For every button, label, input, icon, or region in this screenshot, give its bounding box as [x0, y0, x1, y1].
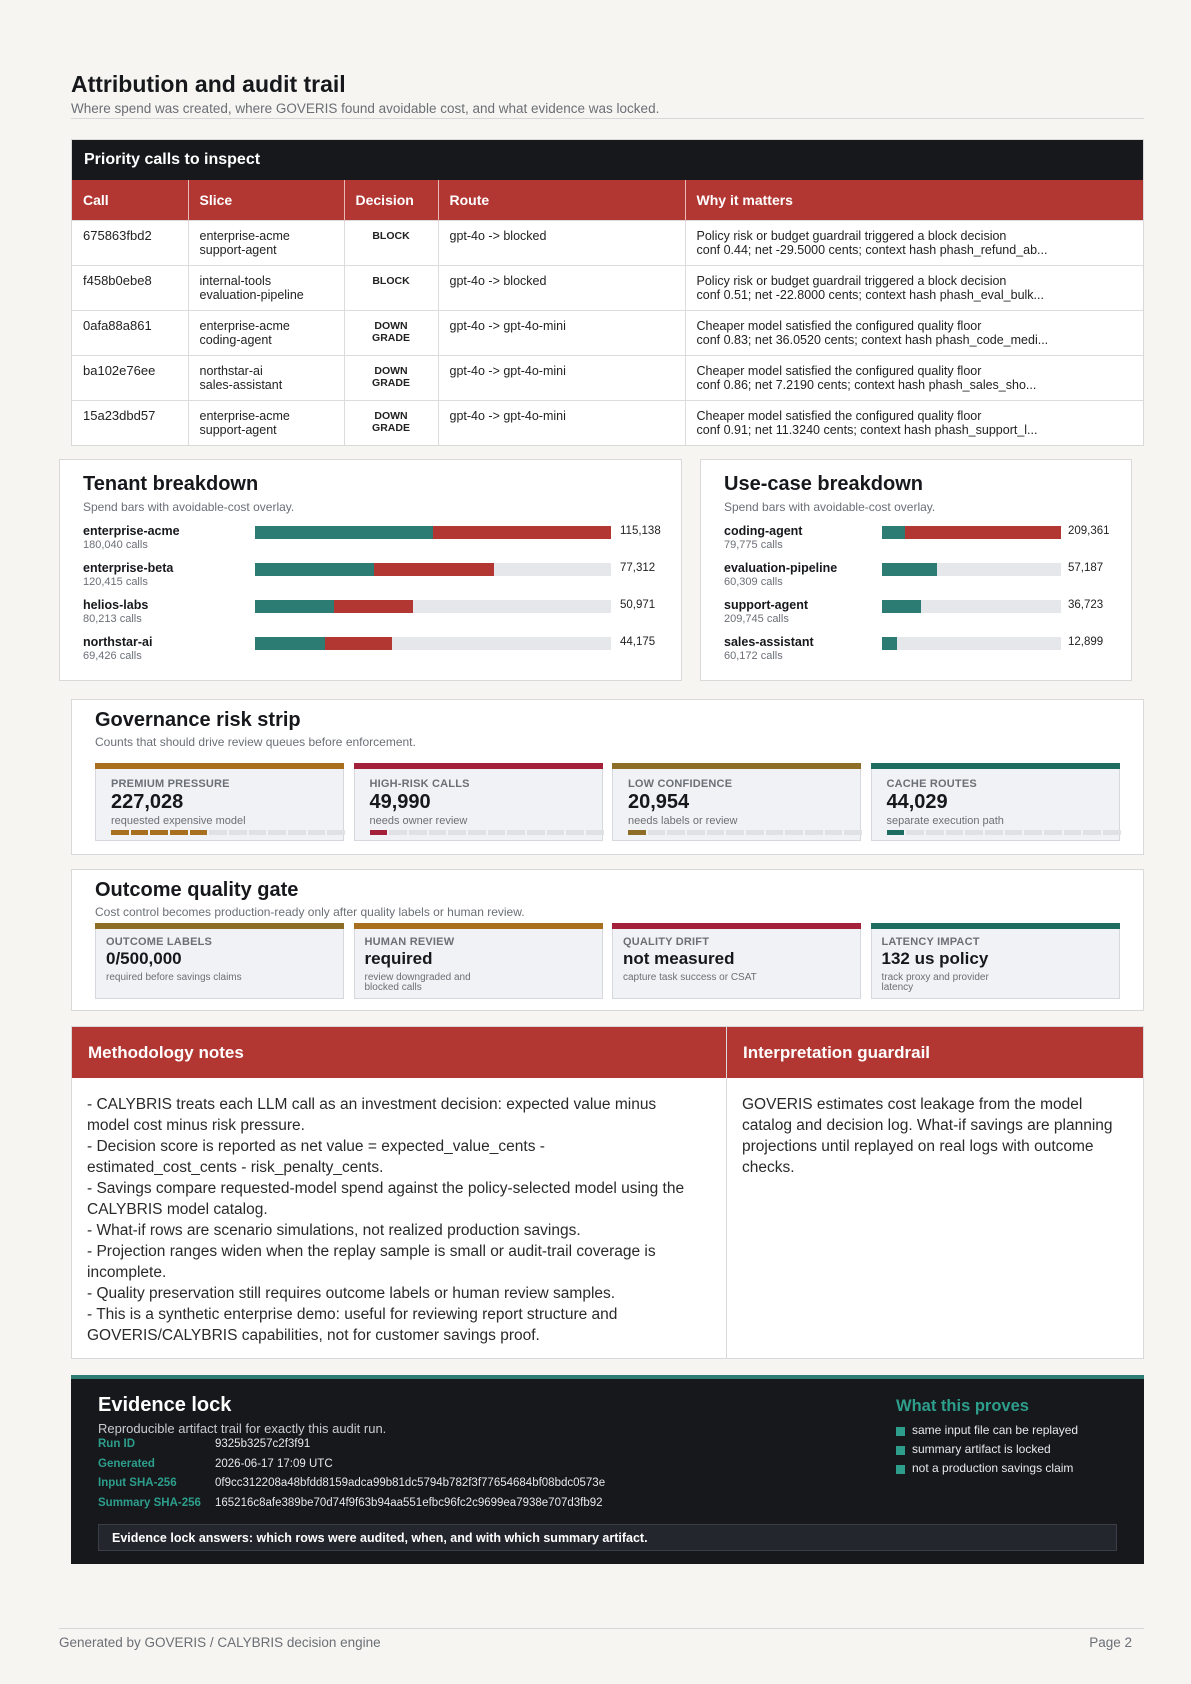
meter-tick — [985, 830, 1003, 835]
bar-row — [701, 635, 1131, 669]
proves-item-text: summary artifact is locked — [912, 1442, 1051, 1456]
meter-tick — [429, 830, 447, 835]
usecase-breakdown-subtitle: Spend bars with avoidable-cost overlay. — [724, 500, 936, 514]
tenant-breakdown-title: Tenant breakdown — [83, 473, 259, 495]
bar-row — [60, 635, 681, 669]
why-reason: Policy risk or budget guardrail triggered a block decision — [696, 228, 1007, 243]
tile-level-meter — [887, 830, 1121, 835]
bar-label: evaluation-pipeline — [724, 561, 838, 575]
route-cell: gpt-4o -> blocked — [438, 220, 685, 265]
note-line: checks. — [742, 1159, 795, 1176]
decision-label: DOWN — [374, 364, 408, 377]
tile-accent-bar — [95, 923, 344, 929]
note-line: GOVERIS estimates cost leakage from the model — [742, 1096, 1083, 1113]
proves-item-text: same input file can be replayed — [912, 1423, 1079, 1437]
bar-value: 115,138 — [620, 525, 661, 537]
call-id-cell: 15a23dbd57 — [72, 400, 188, 445]
route-cell: gpt-4o -> gpt-4o-mini — [438, 355, 685, 400]
decision-label: DOWN — [374, 409, 408, 422]
table-row — [72, 310, 1143, 355]
bar-spend-segment — [255, 526, 433, 539]
bullet-square-icon — [896, 1446, 905, 1455]
evidence-field-key: Input SHA-256 — [98, 1477, 177, 1489]
tile-label: OUTCOME LABELS — [106, 936, 213, 948]
bar-label: helios-labs — [83, 598, 149, 612]
meter-tick — [1005, 830, 1023, 835]
bar-track — [255, 600, 611, 613]
evidence-field-key: Summary SHA-256 — [98, 1496, 201, 1509]
meter-tick — [746, 830, 764, 835]
tile-value: 20,954 — [628, 791, 690, 813]
decision-cell — [344, 265, 438, 310]
priority-calls-table — [71, 139, 1144, 446]
tile-accent-bar — [354, 923, 603, 929]
proves-list-item — [896, 1423, 1078, 1437]
meter-tick — [687, 830, 705, 835]
page-title: Attribution and audit trail — [71, 71, 346, 97]
note-line: estimated_cost_cents - risk_penalty_cents. — [87, 1159, 384, 1176]
bar-spend-segment — [255, 563, 374, 576]
col-header-why: Why it matters — [685, 180, 1143, 220]
bar-label: enterprise-beta — [83, 561, 174, 575]
priority-title: Priority calls to inspect — [72, 140, 1143, 180]
bar-avoidable-segment — [374, 563, 494, 576]
col-header-decision: Decision — [344, 180, 438, 220]
tile-label: HIGH-RISK CALLS — [369, 778, 470, 790]
notes-panel — [71, 1026, 1144, 1359]
methodology-notes-text — [87, 1094, 717, 1346]
tile-note: needs labels or review — [628, 815, 738, 827]
methodology-notes-header: Methodology notes — [72, 1027, 726, 1078]
why-cell — [685, 310, 1143, 355]
meter-tick — [648, 830, 666, 835]
quality-gate-title: Outcome quality gate — [95, 879, 299, 901]
bar-track — [255, 637, 611, 650]
page-subtitle: Where spend was created, where GOVERIS found avoidable cost, and what evidence was locked. — [71, 101, 660, 116]
evidence-field-value: 0f9cc312208a48bfdd8159adca99b81dc5794b782f3f77654684bf08bdc0573e — [215, 1477, 606, 1489]
interpretation-guardrail-header: Interpretation guardrail — [727, 1027, 1143, 1078]
meter-tick — [1044, 830, 1062, 835]
slice-tenant: enterprise-acme — [199, 408, 290, 423]
meter-tick — [527, 830, 545, 835]
call-id-cell: ba102e76ee — [72, 355, 188, 400]
bar-avoidable-segment — [905, 526, 1061, 539]
meter-tick — [268, 830, 286, 835]
col-header-route: Route — [438, 180, 685, 220]
meter-tick — [628, 830, 646, 835]
tile-accent-bar — [871, 923, 1120, 929]
decision-cell — [344, 355, 438, 400]
evidence-lock-banner: Evidence lock answers: which rows were audited, when, and with which summary artifact. — [98, 1524, 1117, 1551]
tile-accent-bar — [612, 763, 861, 769]
interpretation-guardrail-text — [742, 1094, 1137, 1178]
risk-tile — [354, 763, 603, 841]
notes-divider — [726, 1027, 727, 1358]
note-line: incomplete. — [87, 1264, 167, 1281]
meter-tick — [111, 830, 129, 835]
bar-label: northstar-ai — [83, 635, 153, 649]
bar-value: 57,187 — [1068, 562, 1104, 574]
decision-cell — [344, 310, 438, 355]
note-line: GOVERIS/CALYBRIS capabilities, not for customer savings proof. — [87, 1327, 540, 1344]
tile-accent-bar — [95, 763, 344, 769]
why-cell — [685, 400, 1143, 445]
why-detail: conf 0.44; net -29.5000 cents; context hash phash_refund_ab... — [696, 242, 1048, 257]
proves-list-item — [896, 1461, 1073, 1475]
meter-tick — [766, 830, 784, 835]
why-reason: Cheaper model satisfied the configured quality floor — [696, 318, 982, 333]
proves-item-text: not a production savings claim — [912, 1461, 1074, 1475]
evidence-lock-panel — [71, 1375, 1144, 1564]
slice-cell — [188, 400, 344, 445]
meter-tick — [1064, 830, 1082, 835]
meter-tick — [726, 830, 744, 835]
meter-tick — [805, 830, 823, 835]
evidence-field-key: Run ID — [98, 1438, 136, 1450]
meter-tick — [370, 830, 388, 835]
meter-tick — [468, 830, 486, 835]
meter-tick — [170, 830, 188, 835]
decision-label: DOWN — [374, 319, 408, 332]
call-id-cell: 675863fbd2 — [72, 220, 188, 265]
slice-tenant: enterprise-acme — [199, 228, 290, 243]
decision-label-cont: GRADE — [372, 376, 410, 389]
quality-tile — [95, 923, 344, 999]
meter-tick — [586, 830, 604, 835]
why-cell — [685, 265, 1143, 310]
meter-tick — [1083, 830, 1101, 835]
meter-tick — [150, 830, 168, 835]
table-row — [72, 220, 1143, 265]
decision-label: BLOCK — [372, 274, 410, 287]
what-this-proves-title: What this proves — [896, 1397, 1029, 1415]
slice-cell — [188, 355, 344, 400]
route-cell: gpt-4o -> gpt-4o-mini — [438, 310, 685, 355]
bar-label: sales-assistant — [724, 635, 814, 649]
bar-spend-segment — [255, 600, 334, 613]
tile-label: HUMAN REVIEW — [364, 936, 455, 948]
bar-spend-segment — [255, 637, 325, 650]
why-reason: Policy risk or budget guardrail triggered a block decision — [696, 273, 1007, 288]
col-header-call: Call — [72, 180, 188, 220]
bar-row — [60, 524, 681, 558]
why-reason: Cheaper model satisfied the configured quality floor — [696, 363, 982, 378]
bar-calls: 79,775 calls — [724, 539, 783, 551]
meter-tick — [785, 830, 803, 835]
bar-track — [255, 526, 611, 539]
tile-value: 132 us policy — [881, 949, 989, 968]
bar-label: support-agent — [724, 598, 809, 612]
tile-value: not measured — [623, 949, 735, 968]
note-line: - This is a synthetic enterprise demo: useful for reviewing report structure and — [87, 1306, 618, 1323]
tile-label: LOW CONFIDENCE — [628, 778, 733, 790]
bar-label: coding-agent — [724, 524, 803, 538]
title-divider — [71, 118, 1144, 119]
bar-calls: 60,309 calls — [724, 576, 783, 588]
proves-list-item — [896, 1442, 1051, 1456]
meter-tick — [844, 830, 862, 835]
table-row — [72, 355, 1143, 400]
bar-value: 44,175 — [620, 636, 656, 648]
bar-value: 36,723 — [1068, 599, 1104, 611]
bar-value: 12,899 — [1068, 636, 1104, 648]
tenant-breakdown-subtitle: Spend bars with avoidable-cost overlay. — [83, 500, 295, 514]
meter-tick — [1024, 830, 1042, 835]
col-header-slice: Slice — [188, 180, 344, 220]
call-id-cell: f458b0ebe8 — [72, 265, 188, 310]
tile-note: capture task success or CSAT — [623, 972, 757, 983]
meter-tick — [190, 830, 208, 835]
meter-tick — [389, 830, 407, 835]
bar-value: 209,361 — [1068, 525, 1110, 537]
tile-label: CACHE ROUTES — [886, 778, 977, 790]
governance-risk-strip — [71, 699, 1144, 855]
note-line: catalog and decision log. What-if savings are planning — [742, 1117, 1113, 1134]
meter-tick — [906, 830, 924, 835]
meter-tick — [965, 830, 983, 835]
risk-tile — [612, 763, 861, 841]
tile-level-meter — [628, 830, 862, 835]
tile-value: 44,029 — [886, 791, 948, 813]
route-cell: gpt-4o -> gpt-4o-mini — [438, 400, 685, 445]
tile-note: review downgraded and blocked calls — [364, 972, 471, 993]
call-id-cell: 0afa88a861 — [72, 310, 188, 355]
slice-cell — [188, 265, 344, 310]
tile-value: 227,028 — [111, 791, 184, 813]
evidence-field-value: 9325b3257c2f3f91 — [215, 1438, 311, 1450]
bar-calls: 180,040 calls — [83, 539, 148, 551]
bar-track — [882, 563, 1061, 576]
meter-tick — [288, 830, 306, 835]
meter-tick — [131, 830, 149, 835]
meter-tick — [507, 830, 525, 835]
tile-accent-bar — [871, 763, 1120, 769]
slice-usecase: support-agent — [199, 422, 277, 437]
usecase-breakdown-title: Use-case breakdown — [724, 473, 923, 495]
bar-avoidable-segment — [334, 600, 413, 613]
bar-spend-segment — [882, 563, 937, 576]
meter-tick — [1103, 830, 1121, 835]
outcome-quality-gate — [71, 869, 1144, 1011]
evidence-field-value: 2026-06-17 17:09 UTC — [215, 1457, 333, 1470]
footer-credit: Generated by GOVERIS / CALYBRIS decision engine — [59, 1635, 381, 1650]
meter-tick — [229, 830, 247, 835]
why-detail: conf 0.91; net 11.3240 cents; context hash phash_support_l... — [696, 422, 1038, 437]
bar-label: enterprise-acme — [83, 524, 180, 538]
table-row — [72, 265, 1143, 310]
why-detail: conf 0.86; net 7.2190 cents; context hash phash_sales_sho... — [696, 377, 1037, 392]
slice-cell — [188, 310, 344, 355]
meter-tick — [566, 830, 584, 835]
bar-row — [701, 598, 1131, 632]
note-line: - Decision score is reported as net value = expected_value_cents - — [87, 1138, 545, 1155]
why-detail: conf 0.51; net -22.8000 cents; context hash phash_eval_bulk... — [696, 287, 1044, 302]
bar-row — [60, 561, 681, 595]
meter-tick — [308, 830, 326, 835]
meter-tick — [249, 830, 267, 835]
bar-row — [701, 561, 1131, 595]
meter-tick — [448, 830, 466, 835]
tile-value: required — [364, 949, 433, 968]
meter-tick — [667, 830, 685, 835]
risk-strip-subtitle: Counts that should drive review queues before enforcement. — [95, 735, 416, 749]
bar-calls: 60,172 calls — [724, 650, 783, 662]
meter-tick — [547, 830, 565, 835]
slice-tenant: internal-tools — [199, 273, 272, 288]
decision-label: BLOCK — [372, 229, 410, 242]
quality-gate-subtitle: Cost control becomes production-ready only after quality labels or human review. — [95, 905, 525, 919]
table-header-row — [72, 180, 1143, 220]
tile-note: requested expensive model — [111, 815, 246, 827]
slice-usecase: evaluation-pipeline — [199, 287, 304, 302]
bar-calls: 69,426 calls — [83, 650, 142, 662]
decision-cell — [344, 400, 438, 445]
meter-tick — [327, 830, 345, 835]
meter-tick — [209, 830, 227, 835]
risk-tile — [95, 763, 344, 841]
meter-tick — [887, 830, 905, 835]
risk-tile — [871, 763, 1120, 841]
tile-label: PREMIUM PRESSURE — [111, 778, 230, 790]
tile-note: needs owner review — [369, 815, 468, 827]
bar-avoidable-segment — [325, 637, 391, 650]
tile-note: track proxy and provider latency — [881, 972, 989, 993]
bar-avoidable-segment — [433, 526, 611, 539]
page-number: Page 2 — [1089, 1635, 1132, 1650]
bar-calls: 80,213 calls — [83, 613, 142, 625]
bar-spend-segment — [882, 526, 905, 539]
tile-label: LATENCY IMPACT — [881, 936, 980, 948]
bar-row — [701, 524, 1131, 558]
quality-tile — [871, 923, 1120, 999]
usecase-breakdown-card — [700, 459, 1132, 681]
tenant-breakdown-card — [59, 459, 682, 681]
quality-tile — [612, 923, 861, 999]
decision-label-cont: GRADE — [372, 331, 410, 344]
tile-label: QUALITY DRIFT — [623, 936, 710, 948]
bar-value: 77,312 — [620, 562, 656, 574]
meter-tick — [409, 830, 427, 835]
risk-strip-title: Governance risk strip — [95, 709, 301, 731]
tile-accent-bar — [354, 763, 603, 769]
slice-tenant: northstar-ai — [199, 363, 263, 378]
note-line: - Projection ranges widen when the replay sample is small or audit-trail coverage is — [87, 1243, 656, 1260]
meter-tick — [926, 830, 944, 835]
evidence-lock-title: Evidence lock — [98, 1394, 232, 1416]
note-line: - Quality preservation still requires outcome labels or human review samples. — [87, 1285, 616, 1302]
decision-label-cont: GRADE — [372, 421, 410, 434]
bar-row — [60, 598, 681, 632]
tile-value: 0/500,000 — [106, 949, 182, 968]
meter-tick — [707, 830, 725, 835]
tile-note: required before savings claims — [106, 972, 242, 983]
bullet-square-icon — [896, 1427, 905, 1436]
route-cell: gpt-4o -> blocked — [438, 265, 685, 310]
slice-usecase: coding-agent — [199, 332, 272, 347]
note-line: - Savings compare requested-model spend against the policy-selected model using the — [87, 1180, 685, 1197]
why-reason: Cheaper model satisfied the configured quality floor — [696, 408, 982, 423]
priority-grid — [72, 180, 1143, 445]
table-row — [72, 400, 1143, 445]
evidence-field-key: Generated — [98, 1457, 155, 1470]
bar-value: 50,971 — [620, 599, 656, 611]
quality-tile — [354, 923, 603, 999]
note-line: - What-if rows are scenario simulations, not realized production savings. — [87, 1222, 581, 1239]
decision-cell — [344, 220, 438, 265]
slice-cell — [188, 220, 344, 265]
meter-tick — [488, 830, 506, 835]
tile-accent-bar — [612, 923, 861, 929]
bar-spend-segment — [882, 600, 921, 613]
bar-calls: 120,415 calls — [83, 576, 148, 588]
bullet-square-icon — [896, 1465, 905, 1474]
why-detail: conf 0.83; net 36.0520 cents; context hash phash_code_medi... — [696, 332, 1049, 347]
slice-usecase: support-agent — [199, 242, 277, 257]
tile-value: 49,990 — [369, 791, 431, 813]
slice-tenant: enterprise-acme — [199, 318, 290, 333]
tile-note: separate execution path — [886, 815, 1004, 827]
note-line: CALYBRIS model catalog. — [87, 1201, 268, 1218]
evidence-lock-subtitle: Reproducible artifact trail for exactly this audit run. — [98, 1421, 387, 1436]
evidence-field-value: 165216c8afe389be70d74f9f63b94aa551efbc96fc2c9699ea7938e707d3fb92 — [215, 1496, 603, 1509]
meter-tick — [825, 830, 843, 835]
tile-level-meter — [111, 830, 345, 835]
slice-usecase: sales-assistant — [199, 377, 283, 392]
note-line: model cost minus risk pressure. — [87, 1117, 305, 1134]
footer-divider — [59, 1628, 1144, 1629]
meter-tick — [946, 830, 964, 835]
bar-track — [882, 600, 1061, 613]
why-cell — [685, 220, 1143, 265]
bar-track — [882, 526, 1061, 539]
bar-track — [255, 563, 611, 576]
bar-track — [882, 637, 1061, 650]
bar-calls: 209,745 calls — [724, 613, 789, 625]
note-line: projections until replayed on real logs with outcome — [742, 1138, 1094, 1155]
bar-spend-segment — [882, 637, 897, 650]
note-line: - CALYBRIS treats each LLM call as an investment decision: expected value minus — [87, 1096, 657, 1113]
tile-level-meter — [370, 830, 604, 835]
why-cell — [685, 355, 1143, 400]
